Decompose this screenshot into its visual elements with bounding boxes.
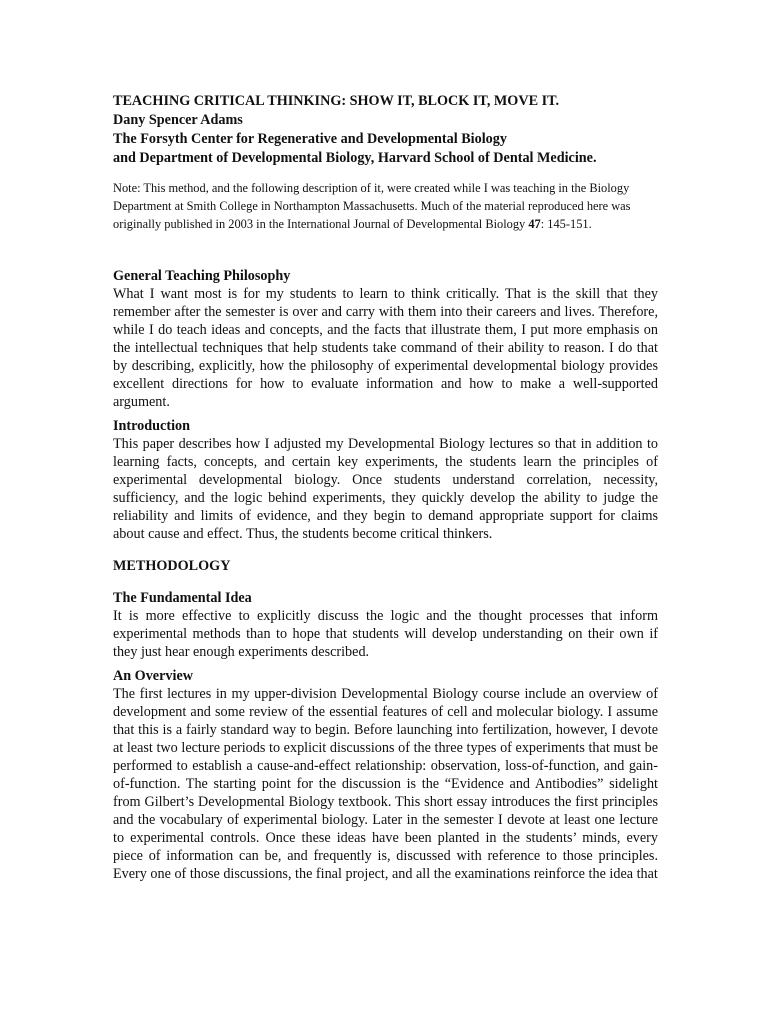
overview-heading: An Overview <box>113 668 193 684</box>
introduction-heading: Introduction <box>113 418 190 434</box>
affiliation-line-1: The Forsyth Center for Regenerative and Developmental Biology <box>113 131 507 147</box>
author-name: Dany Spencer Adams <box>113 112 243 128</box>
affiliation-line-2: and Department of Developmental Biology, Harvard School of Dental Medicine. <box>113 150 597 166</box>
overview-paragraph: The first lectures in my upper-division Developmental Biology course include an overview of development and some review of the essential features of cell and molecular biology. I assume that this is a fairly standard way to begin. Before launching into fertilization, however, I devote at least two lecture periods to explicit discussions of the three types of experiments that must be performed to establish a cause-and-effect relationship: observation, loss-of-function, and gain-of-function. The starting point for the discussion is the “Evidence and Antibodies” sidelight from Gilbert’s Developmental Biology textbook. This short essay introduces the first principles and the vocabulary of experimental biology. Later in the semester I devote at least one lecture to experimental controls. Once these ideas have been planted in the students’ minds, every piece of information can be, and frequently is, discussed with reference to those principles. Every one of those discussions, the final project, and all the examinations reinforce the idea that <box>113 686 658 882</box>
paper-title: TEACHING CRITICAL THINKING: SHOW IT, BLOCK IT, MOVE IT. <box>113 93 560 109</box>
fundamental-idea-heading: The Fundamental Idea <box>113 590 252 606</box>
document-body <box>113 92 658 883</box>
philosophy-paragraph: What I want most is for my students to learn to think critically. That is the skill that they remember after the semester is over and carry with them into their careers and lives. Therefore, while I do teach ideas and concepts, and the facts that illustrate them, I put more emphasis on the intellectual techniques that help students take command of their ability to reason. I do that by describing, explicitly, how the philosophy of experimental developmental biology provides excellent directions for how to evaluate information and how to make a well-supported argument. <box>113 286 658 410</box>
methodology-heading: METHODOLOGY <box>113 558 231 574</box>
philosophy-heading: General Teaching Philosophy <box>113 268 291 284</box>
note-text: Note: This method, and the following description of it, were created while I was teaching in the Biology Department at Smith College in Northampton Massachusetts. Much of the material reproduced here was originally published in 2003 in the International Journal of Developmental Biology <box>113 181 631 231</box>
publication-note <box>113 179 658 233</box>
introduction-paragraph: This paper describes how I adjusted my Developmental Biology lectures so that in addition to learning facts, concepts, and certain key experiments, the students learn the principles of experimental developmental biology. Once students understand correlation, necessity, sufficiency, and the logic behind experiments, they quickly develop the ability to judge the reliability and limits of evidence, and they begin to demand appropriate support for claims about cause and effect. Thus, the students become critical thinkers. <box>113 436 658 542</box>
note-pages: : 145-151. <box>540 217 592 231</box>
fundamental-idea-paragraph: It is more effective to explicitly discuss the logic and the thought processes that inform experimental methods than to hope that students will develop understanding on their own if they just hear enough experiments described. <box>113 608 658 660</box>
note-volume: 47 <box>528 217 541 231</box>
